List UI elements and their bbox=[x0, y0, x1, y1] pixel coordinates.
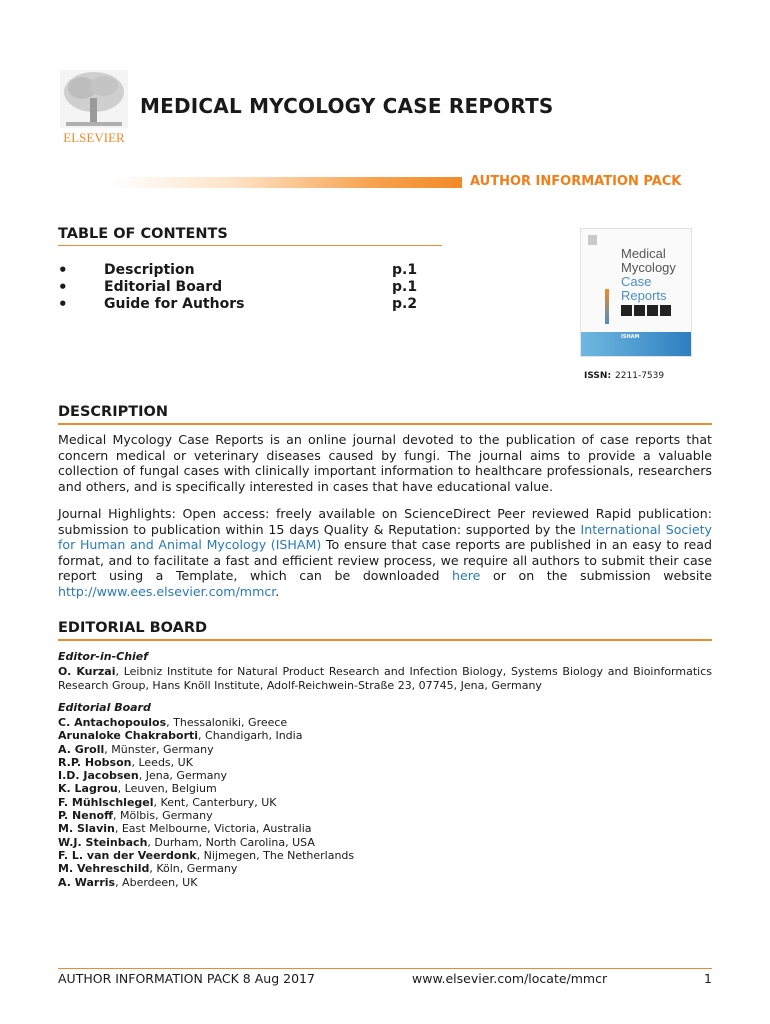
cover-micrographs bbox=[621, 305, 671, 316]
editor-in-chief-entry bbox=[58, 665, 712, 693]
issn-line bbox=[584, 371, 664, 381]
template-download-link[interactable]: here bbox=[452, 568, 481, 583]
footer-divider bbox=[58, 968, 712, 969]
member-location: , Jena, Germany bbox=[138, 769, 227, 783]
footer-pack-date: AUTHOR INFORMATION PACK 8 Aug 2017 bbox=[58, 971, 315, 986]
description-divider bbox=[58, 423, 712, 425]
board-member bbox=[58, 822, 354, 835]
member-location: , Leuven, Belgium bbox=[117, 782, 217, 796]
board-member bbox=[58, 743, 354, 756]
isham-link[interactable]: International Society for Human and Animal Mycology (ISHAM) bbox=[58, 521, 712, 552]
elsevier-logo bbox=[58, 68, 130, 148]
toc-item-page: p.1 bbox=[392, 261, 418, 278]
footer-journal-url[interactable]: www.elsevier.com/locate/mmcr bbox=[412, 971, 608, 986]
editorial-board-label: Editorial Board bbox=[58, 701, 151, 714]
highlights-text: Journal Highlights: Open access: freely available on ScienceDirect Peer reviewed Rapid publication: submission to publication within 15 days Quality & Reputation: supported by the bbox=[58, 506, 712, 537]
editor-in-chief-label: Editor-in-Chief bbox=[58, 650, 149, 663]
board-member bbox=[58, 796, 354, 809]
board-member bbox=[58, 862, 354, 875]
toc-divider bbox=[58, 245, 442, 246]
journal-cover-image bbox=[580, 228, 692, 357]
member-name: C. Antachopoulos bbox=[58, 716, 167, 729]
member-name: M. Vehreschild bbox=[58, 862, 150, 876]
member-name: A. Groll bbox=[58, 742, 105, 756]
header-gradient-bar bbox=[110, 177, 462, 188]
publisher-wordmark: ELSEVIER bbox=[63, 130, 125, 145]
toc-item-label[interactable]: Description bbox=[104, 261, 195, 278]
board-member bbox=[58, 716, 354, 729]
toc-item[interactable] bbox=[58, 278, 442, 295]
cover-thumbnail bbox=[634, 305, 645, 316]
toc-item[interactable] bbox=[58, 261, 442, 278]
board-member bbox=[58, 756, 354, 769]
journal-title: MEDICAL MYCOLOGY CASE REPORTS bbox=[140, 94, 554, 118]
cover-thumbnail bbox=[621, 305, 632, 316]
board-member bbox=[58, 836, 354, 849]
toc-item-label[interactable]: Guide for Authors bbox=[104, 295, 245, 312]
toc-item[interactable] bbox=[58, 295, 442, 312]
journal-highlights-paragraph bbox=[58, 506, 712, 599]
member-location: , Durham, North Carolina, USA bbox=[147, 835, 315, 849]
member-location: , Münster, Germany bbox=[104, 742, 214, 756]
cover-title-line: Medical bbox=[621, 246, 666, 261]
board-member bbox=[58, 809, 354, 822]
member-name: Arunaloke Chakraborti bbox=[58, 729, 199, 743]
bullet-icon: • bbox=[58, 294, 68, 313]
highlights-text: . bbox=[275, 583, 280, 599]
editorial-board-divider bbox=[58, 639, 712, 641]
board-member bbox=[58, 849, 354, 862]
member-name: F. Mühlschlegel bbox=[58, 795, 154, 809]
description-heading: DESCRIPTION bbox=[58, 404, 168, 420]
author-info-pack-label: AUTHOR INFORMATION PACK bbox=[470, 174, 682, 189]
toc-item-page: p.1 bbox=[392, 278, 418, 295]
board-member bbox=[58, 876, 354, 889]
highlights-text: or on the submission website bbox=[480, 568, 713, 583]
cover-title-line: Mycology bbox=[621, 260, 676, 275]
board-member bbox=[58, 729, 354, 742]
description-paragraph: Medical Mycology Case Reports is an online journal devoted to the publication of case reports that concern medical or veterinary diseases caused by fungi. The journal aims to provide a valuable collection of fungal cases with clinically important information to healthcare professionals, researchers and others, and is specifically interested in cases that have educational value. bbox=[58, 432, 712, 494]
member-location: , Mölbis, Germany bbox=[113, 809, 213, 823]
cover-thumbnail bbox=[660, 305, 671, 316]
editor-name: O. Kurzai bbox=[58, 665, 116, 678]
elsevier-tree-icon bbox=[58, 68, 130, 148]
member-name: I.D. Jacobsen bbox=[58, 769, 139, 783]
cover-title bbox=[621, 247, 676, 303]
board-member bbox=[58, 782, 354, 795]
page-number: 1 bbox=[704, 971, 712, 986]
cover-title-line: Reports bbox=[621, 288, 667, 303]
member-name: W.J. Steinbach bbox=[58, 835, 148, 849]
cover-footer-band bbox=[581, 332, 691, 356]
member-location: , Nijmegen, The Netherlands bbox=[196, 848, 355, 862]
toc-item-label[interactable]: Editorial Board bbox=[104, 278, 223, 295]
member-location: , East Melbourne, Victoria, Australia bbox=[114, 822, 312, 836]
member-name: R.P. Hobson bbox=[58, 755, 132, 769]
cover-publisher-icon bbox=[588, 235, 597, 245]
member-name: K. Lagrou bbox=[58, 782, 118, 796]
submission-website-link[interactable]: http://www.ees.elsevier.com/mmcr bbox=[58, 583, 276, 599]
board-member bbox=[58, 769, 354, 782]
member-location: , Thessaloniki, Greece bbox=[166, 716, 288, 729]
bullet-icon: • bbox=[58, 277, 68, 296]
editorial-board-heading: EDITORIAL BOARD bbox=[58, 620, 208, 636]
member-name: P. Nenoff bbox=[58, 809, 114, 823]
editorial-board-list bbox=[58, 716, 354, 889]
member-name: M. Slavin bbox=[58, 822, 115, 836]
cover-color-strip bbox=[605, 289, 609, 324]
member-name: A. Warris bbox=[58, 875, 116, 889]
cover-society-label: ISHAM bbox=[621, 334, 640, 340]
member-location: , Kent, Canterbury, UK bbox=[153, 795, 277, 809]
cover-title-line: Case bbox=[621, 274, 652, 289]
editor-affiliation: , Leibniz Institute for Natural Product Research and Infection Biology, Systems Biology and Bioinformatics Research Group, Hans Knöll Institute, Adolf-Reichwein-Straße 23, 07745, Jena, Germany bbox=[58, 665, 712, 692]
member-name: F. L. van der Veerdonk bbox=[58, 848, 197, 862]
member-location: , Aberdeen, UK bbox=[115, 875, 198, 889]
bullet-icon: • bbox=[58, 260, 68, 279]
member-location: , Chandigarh, India bbox=[198, 729, 303, 743]
toc-item-page: p.2 bbox=[392, 295, 418, 312]
highlights-text: To ensure that case reports are published in an easy to read format, and to facilitate a fast and efficient review process, we require all authors to submit their case report using a Template, which can be downloaded bbox=[58, 537, 712, 583]
issn-value: 2211-7539 bbox=[615, 371, 665, 381]
member-location: , Köln, Germany bbox=[149, 862, 238, 876]
member-location: , Leeds, UK bbox=[131, 755, 193, 769]
cover-thumbnail bbox=[647, 305, 658, 316]
toc-heading: TABLE OF CONTENTS bbox=[58, 226, 228, 242]
issn-label: ISSN: bbox=[584, 371, 612, 381]
toc-list bbox=[58, 261, 442, 312]
